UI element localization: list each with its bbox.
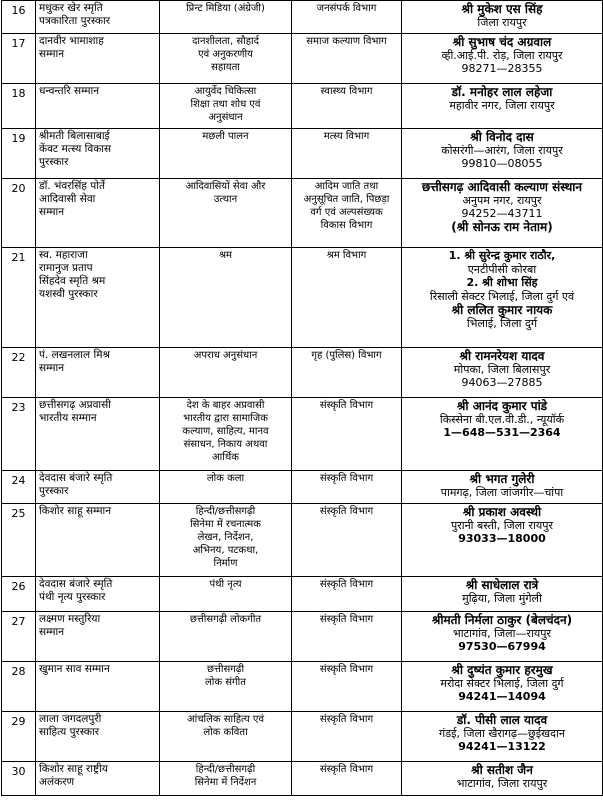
award-name-cell-line: पंथी नृत्य पुरस्कार (39, 591, 106, 603)
department-cell (292, 84, 402, 129)
department-cell-line: समाज कल्याण विभाग (306, 36, 387, 47)
recipient-line: छत्तीसगढ़ आदिवासी कल्याण संस्थान (421, 180, 583, 194)
department-cell-line: गृह (पुलिस) विभाग (311, 350, 382, 361)
department-cell (292, 179, 402, 248)
award-name-cell-line: देवदास बंजारे स्मृति (39, 578, 113, 590)
recipient-cell (402, 662, 603, 712)
award-name-cell-line: छत्तीसगढ़ अप्रवासी (39, 399, 111, 411)
field-cell-line: लोक संगीत (205, 677, 246, 688)
recipient-cell (402, 348, 603, 398)
department-cell (292, 471, 402, 504)
award-name-cell-line: मधुकर खेर स्मृति (39, 2, 103, 14)
field-cell-line: उत्थान (213, 194, 238, 205)
serial-number-cell: 30 (2, 762, 36, 796)
field-cell-line: सिनेमा में रचनात्मक (190, 519, 261, 530)
serial-number-cell: 20 (2, 179, 36, 248)
serial-number-cell: 18 (2, 84, 36, 129)
field-cell-line: सिनेमा में निर्देशन (194, 777, 257, 788)
field-cell-line: आर्थिक (212, 452, 239, 463)
recipient-line: भाटागांव, जिला रायपुर (456, 777, 548, 790)
recipient-line: (श्री सोनऊ राम नेताम) (451, 220, 553, 234)
recipient-line: मुढ़िया, जिला मुंगेली (462, 592, 542, 605)
award-name-cell-line: लाला जगदलपुरी (39, 713, 102, 725)
award-name-cell-line: सम्मान (39, 362, 65, 374)
field-cell (160, 129, 292, 179)
table-row (2, 34, 603, 84)
table-row (2, 129, 603, 179)
recipient-line: 94252—43711 (461, 207, 543, 220)
recipient-cell (402, 1, 603, 34)
award-name-cell-line: सम्मान (39, 206, 65, 218)
award-name-cell-line: साहित्य पुरस्कार (39, 726, 100, 738)
award-name-cell-line: पुरस्कार (39, 156, 69, 168)
award-name-cell (36, 398, 160, 471)
award-name-cell-line: किशोर साहू सम्मान (39, 505, 112, 517)
recipient-line: श्री प्रकाश अवस्थी (462, 505, 542, 519)
table-row (2, 762, 603, 796)
award-name-cell-line: किशोर साहू राष्ट्रीय (39, 763, 108, 775)
award-name-cell-line: धन्वन्तरि सम्मान (39, 85, 100, 97)
field-cell-line: लोक कला (206, 473, 245, 484)
recipient-line: 94063—27885 (461, 376, 543, 389)
award-name-cell-line: लक्ष्मण मस्तुरिया (39, 613, 101, 625)
recipient-cell (402, 129, 603, 179)
award-name-cell (36, 504, 160, 577)
award-name-cell (36, 179, 160, 248)
recipient-cell (402, 471, 603, 504)
department-cell-line: संस्कृति विभाग (319, 664, 374, 675)
department-cell-line: आदिम जाति तथा (314, 181, 379, 192)
award-name-cell (36, 248, 160, 348)
serial-number-cell: 27 (2, 612, 36, 662)
recipient-line: डॉ. पीसी लाल यादव (456, 713, 548, 727)
award-name-cell-line: केंवट मत्स्य विकास (39, 143, 112, 155)
table-row (2, 471, 603, 504)
table-row (2, 1, 603, 34)
department-cell (292, 1, 402, 34)
recipient-line: गंडई, जिला खैरागढ़—छुईखदान (439, 727, 565, 740)
field-cell (160, 471, 292, 504)
recipient-line: 1—648—531—2364 (443, 426, 561, 439)
field-cell (160, 1, 292, 34)
award-name-cell (36, 471, 160, 504)
recipient-line: श्री रामनरेयश यादव (459, 349, 545, 363)
department-cell-line: संस्कृति विभाग (319, 473, 374, 484)
serial-number-cell: 19 (2, 129, 36, 179)
department-cell-line: संस्कृति विभाग (319, 764, 374, 775)
recipient-line: श्री सतीश जैन (471, 763, 533, 777)
award-name-cell (36, 662, 160, 712)
recipient-line: भिलाई, जिला दुर्ग (466, 317, 538, 330)
award-name-cell-line: सम्मान (39, 626, 65, 638)
award-name-cell (36, 712, 160, 762)
department-cell-line: संस्कृति विभाग (319, 714, 374, 725)
serial-number-cell: 29 (2, 712, 36, 762)
recipient-line: श्री ललित कुमार नायक (451, 303, 553, 317)
recipient-cell (402, 248, 603, 348)
table-row (2, 398, 603, 471)
recipient-line: श्री विनोद दास (470, 130, 534, 144)
recipient-line: व्ही.आई.पी. रोड़, जिला रायपुर (441, 49, 563, 62)
recipient-cell (402, 34, 603, 84)
award-name-cell-line: देवदास बंजारे स्मृति (39, 472, 113, 484)
department-cell (292, 248, 402, 348)
field-cell-line: छत्तीसगढ़ी लोकगीत (189, 614, 262, 625)
award-name-cell-line: श्रीमती बिलासाबाई (39, 130, 110, 142)
table-row (2, 712, 603, 762)
field-cell-line: संसाधन, निकाय अथवा (183, 439, 268, 450)
department-cell (292, 712, 402, 762)
department-cell (292, 762, 402, 796)
recipient-line: महावीर नगर, जिला रायपुर (449, 99, 555, 112)
recipient-line: श्री मुकेश एस सिंह (461, 2, 543, 16)
serial-number-cell: 17 (2, 34, 36, 84)
table-row (2, 612, 603, 662)
awards-table (1, 0, 603, 796)
serial-number-cell: 25 (2, 504, 36, 577)
table-row (2, 84, 603, 129)
field-cell (160, 84, 292, 129)
award-name-cell (36, 762, 160, 796)
department-cell-line: संस्कृति विभाग (319, 579, 374, 590)
field-cell (160, 762, 292, 796)
recipient-line: 1. श्री सुरेन्द्र कुमार राठौर, (448, 249, 556, 262)
field-cell (160, 712, 292, 762)
field-cell-line: शिक्षा तथा शोध एवं (190, 99, 261, 110)
table-row (2, 504, 603, 577)
award-name-cell (36, 1, 160, 34)
recipient-line: श्री भगत गुलेरी (469, 472, 535, 486)
award-name-cell-line: अलंकरण (39, 776, 75, 788)
recipient-line: अनुपम नगर, रायपुर (462, 194, 542, 207)
recipient-line: श्री आनंद कुमार पांडे (456, 399, 548, 413)
field-cell-line: निर्माण (213, 558, 238, 569)
field-cell-line: छत्तीसगढ़ी (206, 664, 245, 675)
department-cell-line: संस्कृति विभाग (319, 614, 374, 625)
department-cell-line: श्रम विभाग (326, 250, 367, 261)
field-cell-line: अभिनय, पटकथा, (192, 545, 259, 556)
field-cell-line: कल्याण, साहित्य, मानव (182, 426, 269, 437)
recipient-cell (402, 577, 603, 612)
recipient-line: कोसरंगी—आरंग, जिला रायपुर (441, 144, 563, 157)
award-name-cell (36, 84, 160, 129)
award-name-cell-line: सम्मान (39, 48, 65, 60)
recipient-cell (402, 712, 603, 762)
recipient-cell (402, 398, 603, 471)
award-name-cell-line: डॉ. भंवरसिंह पोर्ते (39, 180, 105, 192)
serial-number-cell: 23 (2, 398, 36, 471)
recipient-line: एनटीपीसी कोरबा (467, 263, 537, 276)
recipient-line: जिला रायपुर (477, 16, 527, 29)
recipient-line: श्रीमती निर्मला ठाकुर (बेलचंदन) (431, 613, 573, 627)
recipient-line: डॉ. मनोहर लाल लहेजा (451, 85, 553, 99)
field-cell-line: प्रिन्ट मिडिया (अंग्रेजी) (186, 3, 265, 14)
recipient-line: 98271—28355 (461, 62, 543, 75)
department-cell (292, 398, 402, 471)
serial-number-cell: 26 (2, 577, 36, 612)
award-name-cell-line: पत्रकारिता पुरस्कार (39, 15, 111, 27)
field-cell-line: मछली पालन (202, 131, 249, 142)
table-row (2, 662, 603, 712)
field-cell (160, 577, 292, 612)
table-row (2, 248, 603, 348)
department-cell (292, 129, 402, 179)
field-cell (160, 248, 292, 348)
recipient-line: भाटागांव, जिला—रायपुर (453, 627, 551, 640)
department-cell (292, 577, 402, 612)
field-cell-line: लेखन, निर्देशन, (197, 532, 254, 543)
serial-number-cell: 16 (2, 1, 36, 34)
department-cell-line: मत्स्य विभाग (323, 131, 370, 142)
field-cell-line: लोक कविता (203, 727, 248, 738)
department-cell-line: स्वास्थ्य विभाग (320, 86, 373, 97)
department-cell-line: संस्कृति विभाग (319, 506, 374, 517)
recipient-line: 2. श्री शोभा सिंह (466, 276, 538, 289)
award-name-cell-line: खुमान साव सम्मान (39, 663, 110, 675)
recipient-cell (402, 762, 603, 796)
serial-number-cell: 22 (2, 348, 36, 398)
recipient-line: पुरानी बस्ती, जिला रायपुर (450, 519, 553, 532)
award-name-cell-line: स्व. महाराजा (39, 249, 88, 261)
award-name-cell-line: भारतीय सम्मान (39, 412, 97, 424)
field-cell (160, 179, 292, 248)
field-cell-line: एवं अनुकरणीय (198, 49, 253, 60)
awards-table-body (2, 1, 603, 796)
table-row (2, 348, 603, 398)
field-cell-line: पंथी नृत्य (209, 579, 242, 590)
department-cell-line: वर्ग एवं अल्पसंख्यक (310, 207, 383, 218)
field-cell-line: सहायता (211, 62, 240, 73)
recipient-line: मरोदा सेक्टर भिलाई, जिला दुर्ग (440, 677, 564, 690)
department-cell-line: जनसंपर्क विभाग (316, 3, 377, 14)
serial-number-cell: 21 (2, 248, 36, 348)
recipient-line: श्री साधेलाल रात्रे (465, 578, 539, 592)
recipient-line: 94241—14094 (458, 690, 546, 703)
field-cell-line: श्रम (218, 250, 233, 261)
table-row (2, 577, 603, 612)
award-name-cell-line: सिंहदेव स्मृति श्रम (39, 275, 106, 287)
field-cell-line: भारतीय द्वारा सामाजिक (183, 413, 268, 424)
field-cell-line: अनुसंधान (208, 112, 243, 123)
award-name-cell (36, 577, 160, 612)
field-cell (160, 398, 292, 471)
field-cell (160, 662, 292, 712)
field-cell-line: आदिवासियों सेवा और (185, 181, 266, 192)
table-row (2, 179, 603, 248)
department-cell (292, 504, 402, 577)
department-cell (292, 348, 402, 398)
award-name-cell-line: पं. लखनलाल मिश्र (39, 349, 110, 361)
award-name-cell-line: पुरस्कार (39, 485, 69, 497)
field-cell (160, 34, 292, 84)
recipient-cell (402, 179, 603, 248)
department-cell-line: विकास विभाग (320, 220, 373, 231)
recipient-cell (402, 612, 603, 662)
field-cell-line: देश के बाहर अप्रवासी (186, 400, 265, 411)
department-cell (292, 34, 402, 84)
recipient-line: रिसाली सेक्टर भिलाई, जिला दुर्ग एवं (429, 290, 575, 303)
award-name-cell (36, 348, 160, 398)
recipient-line: 93033—18000 (458, 532, 546, 545)
serial-number-cell: 28 (2, 662, 36, 712)
recipient-cell (402, 84, 603, 129)
field-cell-line: दानशीलता, सौहार्द (192, 36, 259, 47)
department-cell-line: अनुसूचित जाति, पिछड़ा (303, 194, 390, 205)
field-cell-line: आंचलिक साहित्य एवं (186, 714, 265, 725)
field-cell (160, 612, 292, 662)
recipient-line: 94241—13122 (458, 740, 546, 753)
award-name-cell-line: दानवीर भामाशाह (39, 35, 104, 47)
award-name-cell (36, 34, 160, 84)
award-name-cell (36, 129, 160, 179)
department-cell-line: संस्कृति विभाग (319, 400, 374, 411)
recipient-line: मोपका, जिला बिलासपुर (453, 363, 551, 376)
field-cell (160, 504, 292, 577)
field-cell-line: अपराध अनुसंधान (193, 350, 258, 361)
award-name-cell-line: रामानुज प्रताप (39, 262, 93, 274)
field-cell-line: आयुर्वेद चिकित्सा (194, 86, 257, 97)
recipient-line: श्री सुभाष चंद अग्रवाल (452, 35, 552, 49)
award-name-cell (36, 612, 160, 662)
department-cell (292, 662, 402, 712)
recipient-line: पामगढ़, जिला जांजगीर—चांपा (440, 486, 564, 499)
recipient-cell (402, 504, 603, 577)
award-name-cell-line: यशस्वी पुरस्कार (39, 288, 98, 300)
recipient-line: 99810—08055 (461, 157, 543, 170)
award-name-cell-line: आदिवासी सेवा (39, 193, 96, 205)
department-cell (292, 612, 402, 662)
serial-number-cell: 24 (2, 471, 36, 504)
recipient-line: 97530—67994 (458, 640, 546, 653)
field-cell (160, 348, 292, 398)
recipient-line: किस्सेना बी.एल.वी.डी., न्यूयॉर्क (439, 413, 565, 426)
field-cell-line: हिन्दी/छत्तीसगढ़ी (195, 506, 256, 517)
field-cell-line: हिन्दी/छत्तीसगढ़ी (195, 764, 256, 775)
recipient-line: श्री दुष्यंत कुमार हरमुख (451, 663, 553, 677)
